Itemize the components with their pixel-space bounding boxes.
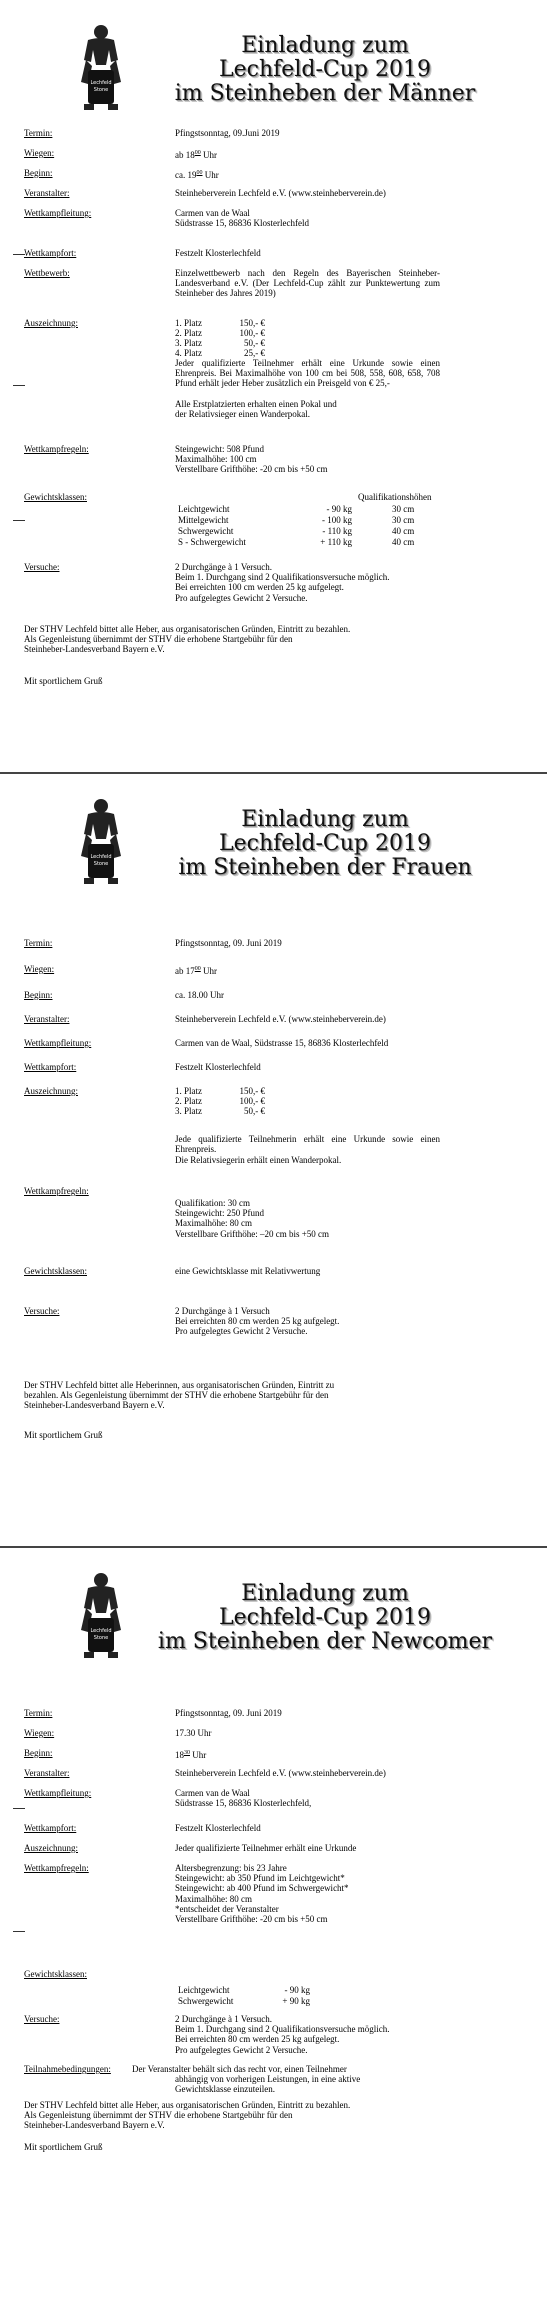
wettkampfregeln-value: Altersbegrenzung: bis 23 Jahre Steingewicht: ab 350 Pfund im Leichtgewicht* Steingewicht: ab 400 Pfund im Schwergewicht* Maximalhöhe: 80 cm *entscheidet der Veranstalter Verstellbare Grifthöhe: -20 cm bis +50 cm bbox=[175, 1863, 349, 1925]
class-height: 40 cm bbox=[392, 537, 415, 547]
page-title bbox=[140, 808, 510, 880]
place-1-amount: 150,- € bbox=[239, 1086, 265, 1096]
veranstalter-label: Veranstalter: bbox=[24, 188, 70, 198]
footer-text: Der STHV Lechfeld bittet alle Heber, aus organisatorischen Gründen, Eintritt zu bezahlen. Als Gegenleistung übernimmt der STHV die erhobene Startgebühr für den Steinheber-Landesverband Bayern e.V. bbox=[24, 624, 351, 655]
class-height: 30 cm bbox=[392, 504, 415, 514]
title-line-1: Einladung zum bbox=[241, 807, 409, 832]
class-weight: + 110 kg bbox=[320, 537, 352, 547]
class-height: 40 cm bbox=[392, 526, 415, 536]
class-name: Leichtgewicht bbox=[178, 504, 230, 514]
beginn-value: $18^{30}$ Uhr bbox=[175, 1750, 207, 1760]
wettkampfleitung-label: Wettkampfleitung: bbox=[24, 208, 92, 218]
place-1-amount: 150,- € bbox=[239, 318, 265, 328]
stone-lifter-logo-icon bbox=[66, 20, 136, 112]
wettkampfregeln-label: Wettkampfregeln: bbox=[24, 1186, 89, 1196]
versuche-label: Versuche: bbox=[24, 562, 60, 572]
wiegen-label: Wiegen: bbox=[24, 964, 55, 974]
place-4-amount: 25,- € bbox=[244, 348, 265, 358]
auszeichnung-extra-1: Alle Erstplatzierten erhalten einen Pokal und bbox=[175, 399, 337, 409]
margin-mark bbox=[13, 1808, 25, 1809]
gewichtsklassen-value: eine Gewichtsklasse mit Relativwertung bbox=[175, 1266, 321, 1276]
auszeichnung-label: Auszeichnung: bbox=[24, 1843, 78, 1853]
versuche-label: Versuche: bbox=[24, 2014, 60, 2024]
auszeichnung-label: Auszeichnung: bbox=[24, 318, 78, 328]
class-weight: + 90 kg bbox=[282, 1996, 310, 2006]
class-name: S - Schwergewicht bbox=[178, 537, 246, 547]
gewichtsklassen-label: Gewichtsklassen: bbox=[24, 1969, 87, 1979]
title-line-2: Lechfeld-Cup 2019 bbox=[219, 831, 431, 856]
termin-label: Termin: bbox=[24, 1708, 53, 1718]
auszeichnung-label: Auszeichnung: bbox=[24, 1086, 78, 1096]
margin-mark bbox=[13, 385, 25, 386]
place-3: 3. Platz bbox=[175, 338, 202, 348]
greeting: Mit sportlichem Gruß bbox=[24, 2142, 103, 2152]
wiegen-value: ab $18^{00}$ Uhr bbox=[175, 150, 217, 160]
versuche-value: 2 Durchgänge à 1 Versuch. Beim 1. Durchgang sind 2 Qualifikationsversuche möglich. Bei erreichten 80 cm werden 25 kg aufgelegt. Pro aufgelegtes Gewicht 2 Versuche. bbox=[175, 2014, 390, 2055]
greeting: Mit sportlichem Gruß bbox=[24, 1430, 103, 1440]
wettkampfleitung-label: Wettkampfleitung: bbox=[24, 1038, 92, 1048]
title-line-2: Lechfeld-Cup 2019 bbox=[219, 57, 431, 82]
termin-value: Pfingstsonntag, 09. Juni 2019 bbox=[175, 938, 282, 948]
place-1: 1. Platz bbox=[175, 318, 202, 328]
versuche-value: 2 Durchgänge à 1 Versuch. Beim 1. Durchgang sind 2 Qualifikationsversuche möglich. Bei erreichten 100 cm werden 25 kg aufgelegt. Pro aufgelegtes Gewicht 2 Versuche. bbox=[175, 562, 390, 603]
class-name: Mittelgewicht bbox=[178, 515, 229, 525]
wettkampfort-label: Wettkampfort: bbox=[24, 1823, 77, 1833]
wettkampfort-label: Wettkampfort: bbox=[24, 248, 77, 258]
class-height: 30 cm bbox=[392, 515, 415, 525]
beginn-value: ca. 18.00 Uhr bbox=[175, 990, 224, 1000]
veranstalter-value: Steinheberverein Lechfeld e.V. (www.steinheberverein.de) bbox=[175, 1768, 386, 1778]
wettbewerb-label: Wettbewerb: bbox=[24, 268, 70, 278]
wettkampfleitung-value: Carmen van de Waal Südstrasse 15, 86836 Klosterlechfeld bbox=[175, 208, 309, 229]
place-2: 2. Platz bbox=[175, 1096, 202, 1106]
title-line-2: Lechfeld-Cup 2019 bbox=[219, 1605, 431, 1630]
wettkampfort-value: Festzelt Klosterlechfeld bbox=[175, 1823, 261, 1833]
veranstalter-value: Steinheberverein Lechfeld e.V. (www.steinheberverein.de) bbox=[175, 1014, 386, 1024]
place-4: 4. Platz bbox=[175, 348, 202, 358]
invitation-page-women bbox=[0, 774, 547, 1544]
beginn-value: ca. $19^{00}$ Uhr bbox=[175, 170, 219, 180]
beginn-label: Beginn: bbox=[24, 168, 53, 178]
place-2: 2. Platz bbox=[175, 328, 202, 338]
wettkampfregeln-label: Wettkampfregeln: bbox=[24, 444, 89, 454]
veranstalter-label: Veranstalter: bbox=[24, 1768, 70, 1778]
auszeichnung-extra: Die Relativsiegerin erhält einen Wanderpokal. bbox=[175, 1155, 342, 1165]
class-name: Schwergewicht bbox=[178, 1996, 234, 2006]
stone-lifter-logo-icon bbox=[66, 1568, 136, 1660]
title-line-1: Einladung zum bbox=[241, 1581, 409, 1606]
footer-text: Der STHV Lechfeld bittet alle Heber, aus organisatorischen Gründen, Eintritt zu bezahlen. Als Gegenleistung übernimmt der STHV die erhobene Startgebühr für den Steinheber-Landesverband Bayern e.V. bbox=[24, 2100, 351, 2131]
stone-lifter-logo-icon bbox=[66, 794, 136, 886]
title-line-1: Einladung zum bbox=[241, 33, 409, 58]
class-weight: - 110 kg bbox=[322, 526, 352, 536]
teilnahmebedingungen-value: abhängig von vorherigen Leistungen, in eine aktive Gewichtsklasse einzuteilen. bbox=[175, 2074, 361, 2095]
wettkampfregeln-value: Qualifikation: 30 cm Steingewicht: 250 Pfund Maximalhöhe: 80 cm Verstellbare Grifthöhe: –20 cm bis +50 cm bbox=[175, 1198, 330, 1239]
wettkampfleitung-label: Wettkampfleitung: bbox=[24, 1788, 92, 1798]
place-2-amount: 100,- € bbox=[239, 1096, 265, 1106]
class-weight: - 100 kg bbox=[322, 515, 352, 525]
auszeichnung-value: Jeder qualifizierte Teilnehmer erhält eine Urkunde bbox=[175, 1843, 357, 1853]
margin-mark bbox=[13, 520, 25, 521]
wettkampfort-label: Wettkampfort: bbox=[24, 1062, 77, 1072]
wettkampfregeln-value: Steingewicht: 508 Pfund Maximalhöhe: 100 cm Verstellbare Grifthöhe: -20 cm bis +50 cm bbox=[175, 444, 328, 475]
gewichtsklassen-label: Gewichtsklassen: bbox=[24, 1266, 87, 1276]
auszeichnung-extra-2: der Relativsieger einen Wanderpokal. bbox=[175, 409, 311, 419]
page-title bbox=[140, 1582, 510, 1654]
title-line-3: im Steinheben der Männer bbox=[174, 81, 476, 106]
beginn-label: Beginn: bbox=[24, 1748, 53, 1758]
wettbewerb-value: Einzelwettbewerb nach den Regeln des Bayerischen Steinheber-Landesverband e.V. (Der Lechfeld-Cup zählt zur Punktewertung zum Steinheber des Jahres 2019) bbox=[175, 268, 440, 299]
wiegen-value: 17.30 Uhr bbox=[175, 1728, 212, 1738]
class-name: Schwergewicht bbox=[178, 526, 234, 536]
wettkampfort-value: Festzelt Klosterlechfeld bbox=[175, 1062, 261, 1072]
place-3-amount: 50,- € bbox=[244, 1106, 265, 1116]
auszeichnung-text: Jede qualifizierte Teilnehmerin erhält eine Urkunde sowie einen Ehrenpreis. bbox=[175, 1134, 440, 1155]
teilnahmebedingungen-label: Teilnahmebedingungen: bbox=[24, 2064, 111, 2074]
wettkampfleitung-value: Carmen van de Waal Südstrasse 15, 86836 Klosterlechfeld, bbox=[175, 1788, 312, 1809]
title-line-3: im Steinheben der Newcomer bbox=[157, 1629, 493, 1654]
teilnahmebedingungen-first-line: Der Veranstalter behält sich das recht vor, einen Teilnehmer bbox=[132, 2064, 347, 2074]
termin-value: Pfingstsonntag, 09. Juni 2019 bbox=[175, 1708, 282, 1718]
wettkampfregeln-label: Wettkampfregeln: bbox=[24, 1863, 89, 1873]
greeting: Mit sportlichem Gruß bbox=[24, 676, 103, 686]
place-3: 3. Platz bbox=[175, 1106, 202, 1116]
place-3-amount: 50,- € bbox=[244, 338, 265, 348]
wiegen-label: Wiegen: bbox=[24, 1728, 55, 1738]
class-name: Leichtgewicht bbox=[178, 1985, 230, 1995]
gewichtsklassen-label: Gewichtsklassen: bbox=[24, 492, 87, 502]
invitation-page-men bbox=[0, 0, 547, 770]
auszeichnung-text: Jeder qualifizierte Teilnehmer erhält eine Urkunde sowie einen Ehrenpreis. Bei Maximalhöhe von 100 cm bei 508, 558, 608, 658, 708 Pfund erhält jeder Heber zusätzlich ein Preisgeld von € 25,- bbox=[175, 358, 440, 389]
title-line-3: im Steinheben der Frauen bbox=[178, 855, 472, 880]
page-title bbox=[140, 34, 510, 106]
wiegen-value: ab $17^{00}$ Uhr bbox=[175, 966, 217, 976]
termin-label: Termin: bbox=[24, 128, 53, 138]
qual-header: Qualifikationshöhen bbox=[358, 492, 432, 502]
beginn-label: Beginn: bbox=[24, 990, 53, 1000]
veranstalter-value: Steinheberverein Lechfeld e.V. (www.steinheberverein.de) bbox=[175, 188, 386, 198]
termin-label: Termin: bbox=[24, 938, 53, 948]
margin-mark bbox=[13, 1931, 25, 1932]
versuche-value: 2 Durchgänge à 1 Versuch Bei erreichten 80 cm werden 25 kg aufgelegt. Pro aufgelegtes Gewicht 2 Versuche. bbox=[175, 1306, 340, 1337]
termin-value: Pfingstsonntag, 09.Juni 2019 bbox=[175, 128, 280, 138]
place-2-amount: 100,- € bbox=[239, 328, 265, 338]
class-weight: - 90 kg bbox=[326, 504, 352, 514]
wettkampfleitung-value: Carmen van de Waal, Südstrasse 15, 86836 Klosterlechfeld bbox=[175, 1038, 389, 1048]
invitation-page-newcomer bbox=[0, 1548, 547, 2319]
wettkampfort-value: Festzelt Klosterlechfeld bbox=[175, 248, 261, 258]
class-weight: - 90 kg bbox=[284, 1985, 310, 1995]
footer-text: Der STHV Lechfeld bittet alle Heberinnen, aus organisatorischen Gründen, Eintritt zu bezahlen. Als Gegenleistung übernimmt der STHV die erhobene Startgebühr für den Steinheber-Landesverband Bayern e.V. bbox=[24, 1380, 335, 1411]
wiegen-label: Wiegen: bbox=[24, 148, 55, 158]
versuche-label: Versuche: bbox=[24, 1306, 60, 1316]
place-1: 1. Platz bbox=[175, 1086, 202, 1096]
veranstalter-label: Veranstalter: bbox=[24, 1014, 70, 1024]
